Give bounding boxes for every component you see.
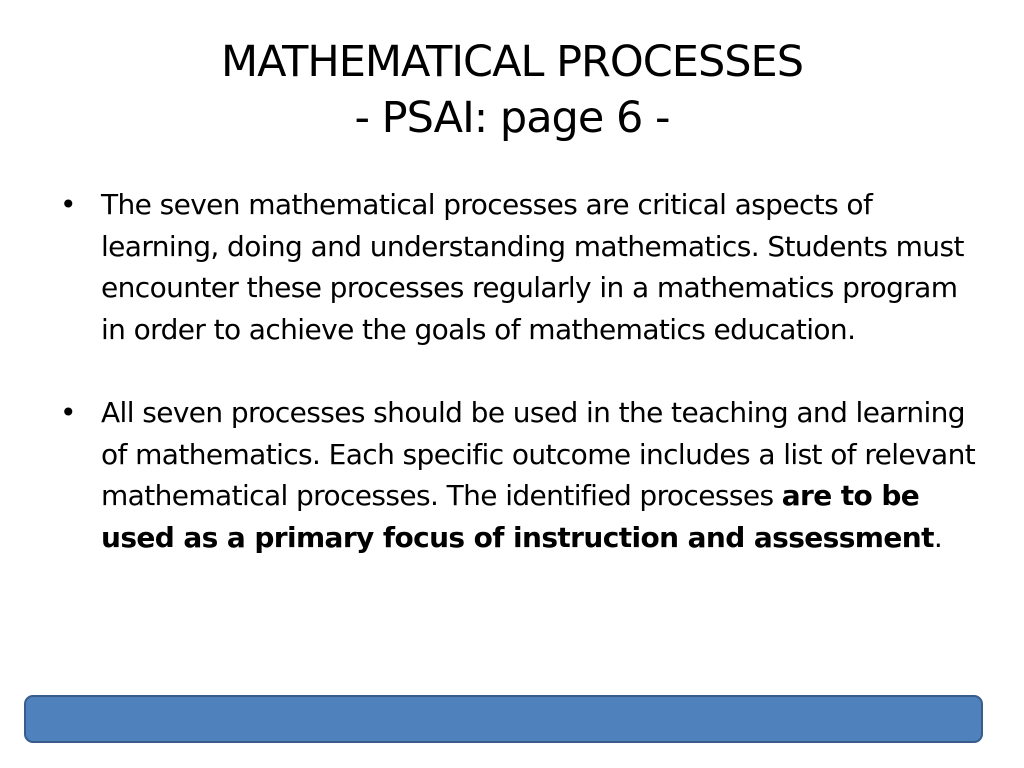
bullet-item-2 [56, 392, 976, 558]
title-line-2: - PSAI: page 6 - [354, 93, 670, 143]
slide-title [0, 34, 1024, 146]
bullet-icon: • [60, 188, 76, 221]
bullet-text-1: The seven mathematical processes are critical aspects of learning, doing and understanding mathematics. Students must encounter these processes regularly in a mathematics program in order to achieve the goals of mathematics education. [101, 188, 964, 346]
bullet-list [56, 184, 976, 558]
bullet-text-2-emphasis: are to be used as a primary focus of instruction and assessment [101, 479, 934, 554]
bullet-text-2-end: . [933, 520, 943, 554]
title-line-1: MATHEMATICAL PROCESSES [220, 37, 804, 87]
bullet-text-2: All seven processes should be used in the teaching and learning of mathematics. Each specific outcome includes a list of relevant mathematical processes. The identified processes [101, 396, 976, 512]
footer-bar [24, 695, 983, 743]
bullet-icon: • [60, 396, 76, 429]
bullet-item-1 [56, 184, 976, 350]
